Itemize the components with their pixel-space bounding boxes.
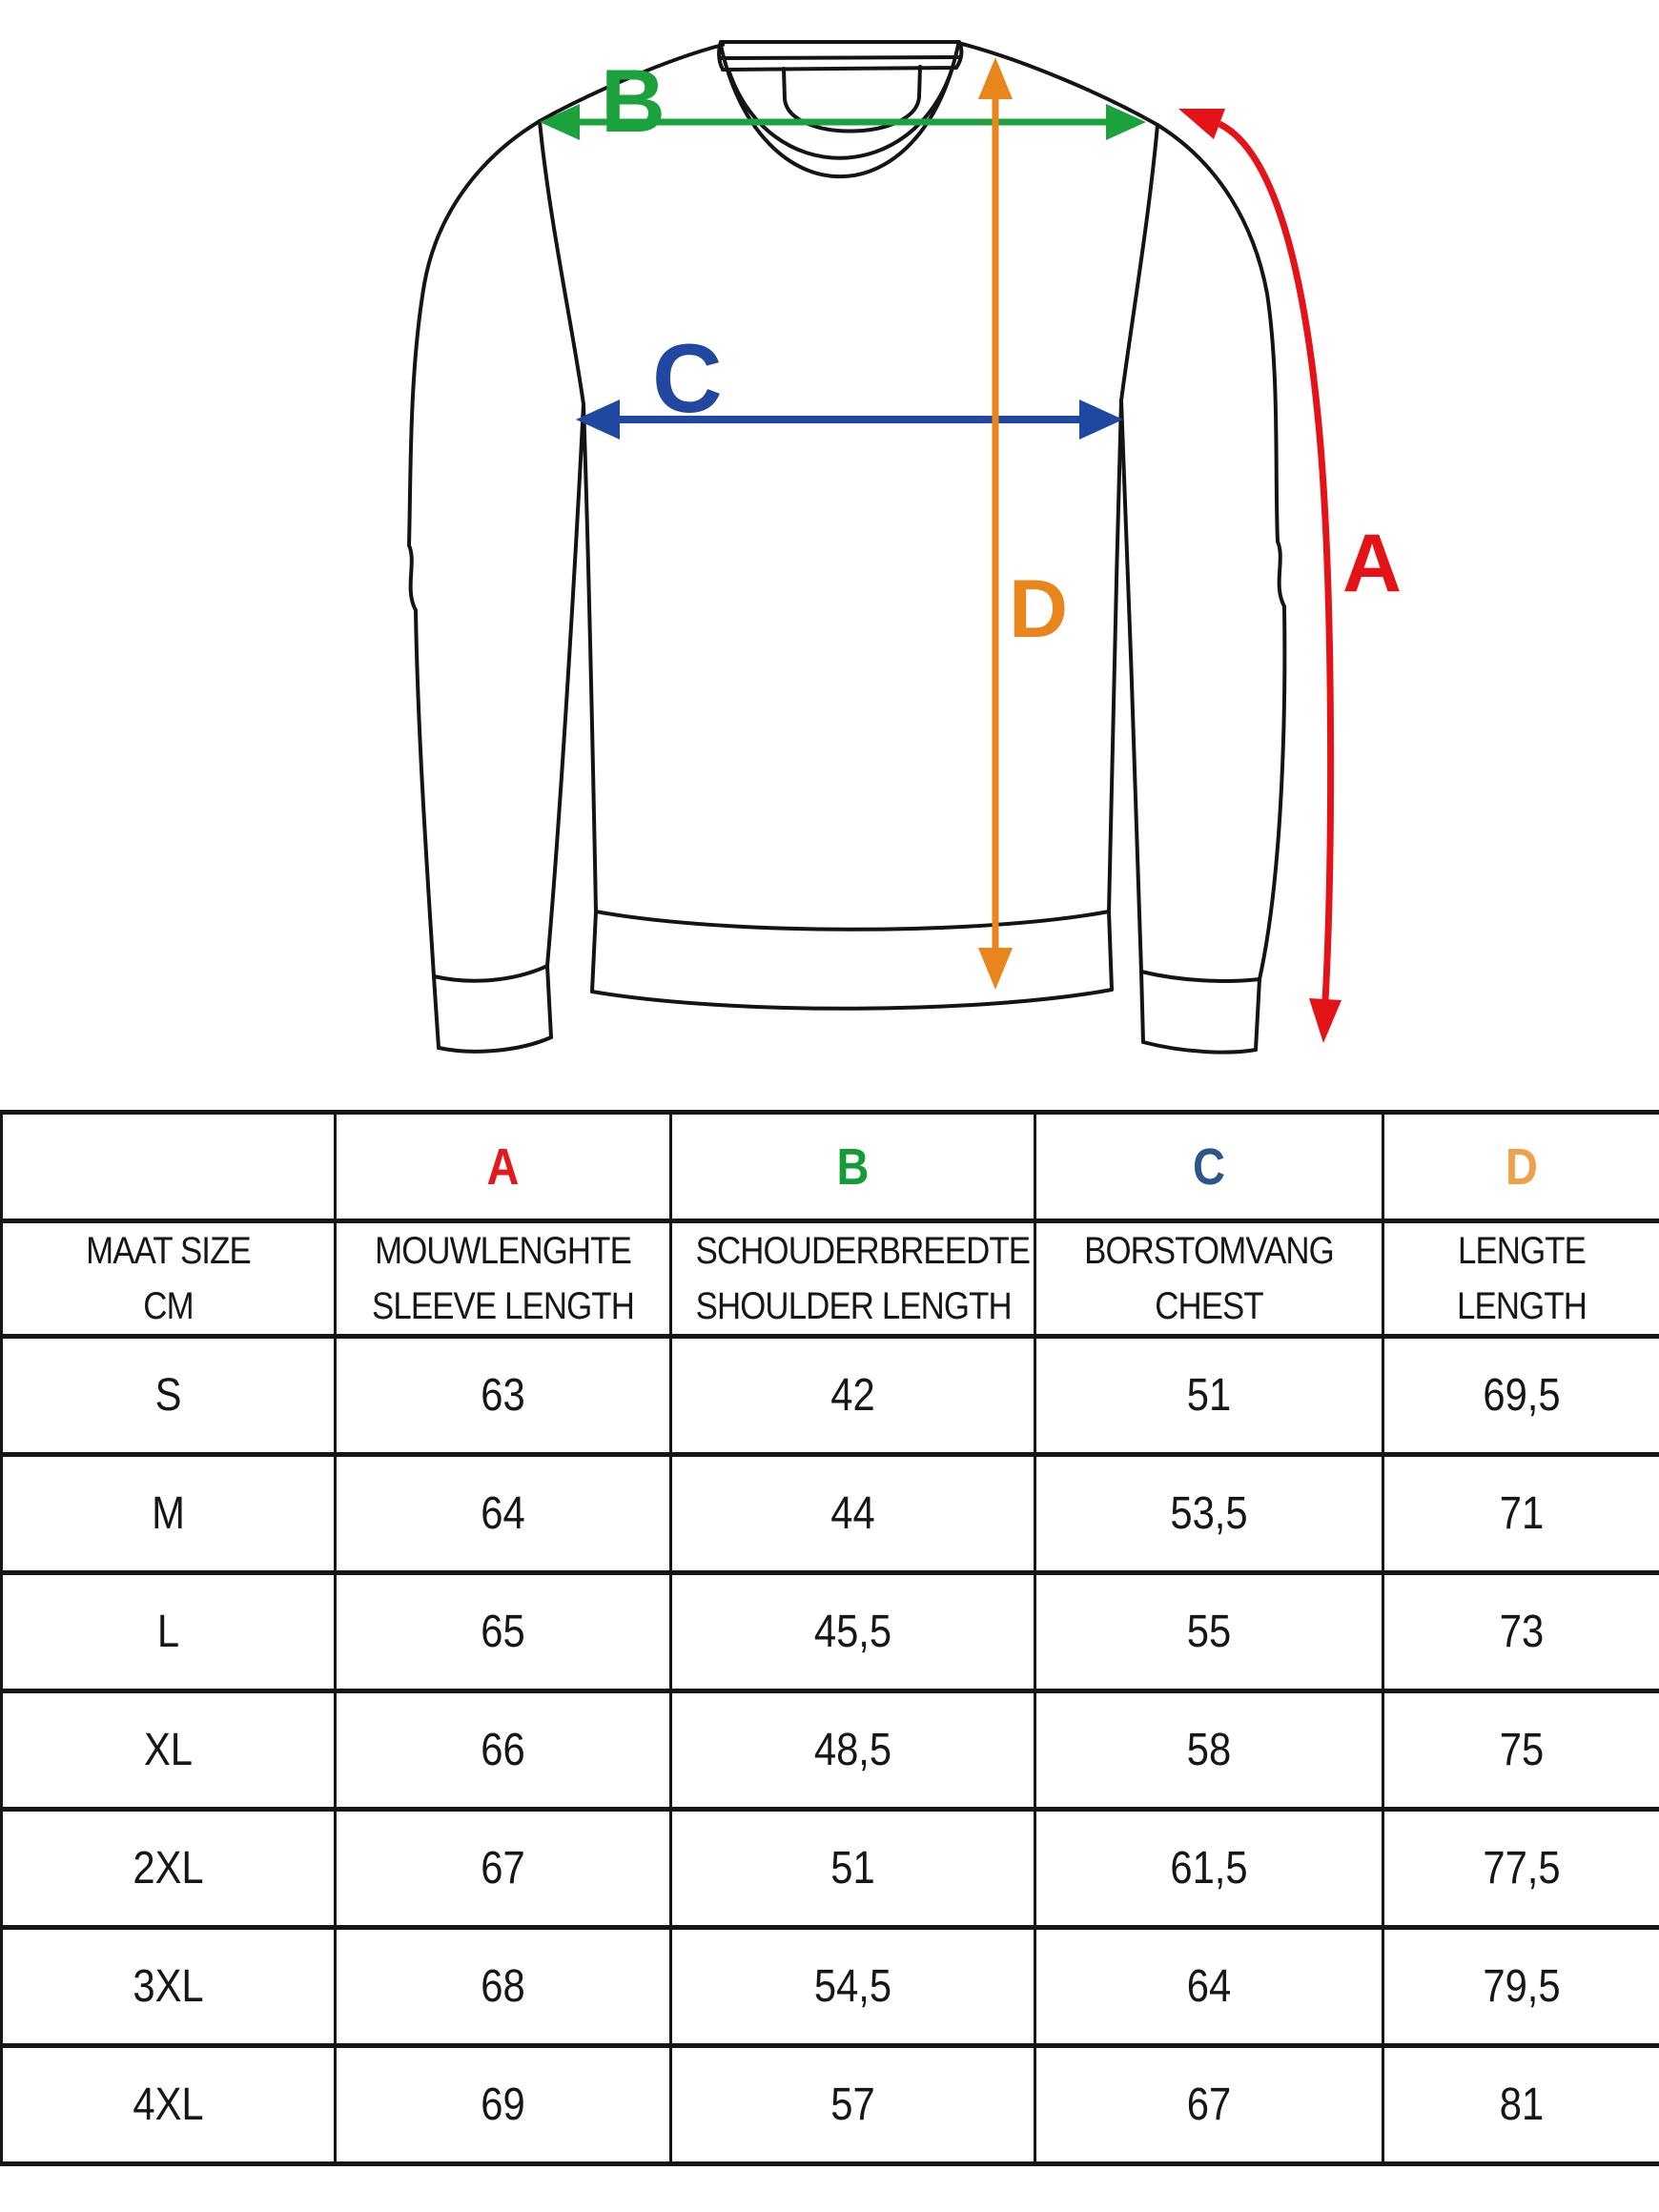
table-row-2xl bbox=[2, 1810, 1659, 1928]
left-armhole-seam bbox=[540, 121, 584, 404]
header-sleeve bbox=[336, 1221, 671, 1337]
header-shoulder bbox=[671, 1221, 1035, 1337]
value-c: 53,5 bbox=[1170, 1488, 1248, 1539]
label-d: D bbox=[1009, 563, 1069, 655]
size-label: 2XL bbox=[133, 1843, 204, 1894]
value-b: 44 bbox=[830, 1488, 875, 1539]
table-letter-c: C bbox=[1193, 1137, 1225, 1196]
sweater-outline bbox=[409, 42, 1284, 1053]
value-d: 79,5 bbox=[1483, 1961, 1561, 2012]
letter-cell-c bbox=[1035, 1113, 1383, 1221]
size-label: 3XL bbox=[133, 1961, 204, 2012]
left-sleeve-outer bbox=[409, 121, 540, 976]
table-letter-a: A bbox=[486, 1137, 520, 1196]
size-label: S bbox=[154, 1370, 182, 1421]
header-size-line2: CM bbox=[143, 1285, 194, 1327]
value-d: 71 bbox=[1499, 1488, 1545, 1539]
size-label: XL bbox=[143, 1725, 194, 1775]
left-cuff bbox=[434, 966, 551, 1052]
arrow-d-bottom-head bbox=[978, 948, 1013, 990]
value-d: 73 bbox=[1499, 1607, 1545, 1657]
value-d: 75 bbox=[1499, 1725, 1545, 1775]
value-c: 61,5 bbox=[1170, 1843, 1248, 1894]
table-letter-row bbox=[2, 1113, 1659, 1221]
value-b: 54,5 bbox=[813, 1961, 892, 2012]
label-b: B bbox=[601, 51, 666, 151]
value-a: 68 bbox=[481, 1961, 525, 2012]
label-a: A bbox=[1342, 518, 1403, 609]
header-size-line1: MAAT SIZE bbox=[86, 1230, 251, 1272]
size-label: L bbox=[156, 1607, 180, 1657]
value-b: 45,5 bbox=[813, 1607, 892, 1657]
right-armhole-seam bbox=[1121, 125, 1157, 400]
arrow-d-top-head bbox=[978, 57, 1013, 99]
value-b: 48,5 bbox=[813, 1725, 892, 1775]
header-size bbox=[2, 1221, 336, 1337]
right-cuff bbox=[1141, 972, 1260, 1053]
header-shoulder-line2: SHOULDER LENGTH bbox=[695, 1285, 1012, 1327]
table-row-l bbox=[2, 1573, 1659, 1691]
hem-band bbox=[592, 911, 1112, 1009]
table-header-row bbox=[2, 1221, 1659, 1337]
header-length-line1: LENGTE bbox=[1457, 1230, 1587, 1272]
table-row-m bbox=[2, 1455, 1659, 1573]
value-d: 81 bbox=[1499, 2079, 1545, 2130]
letter-cell-a bbox=[336, 1113, 671, 1221]
size-table bbox=[0, 1110, 1659, 2166]
arrow-d-length bbox=[978, 57, 1013, 990]
value-c: 58 bbox=[1186, 1725, 1232, 1775]
arrow-a-sleeve bbox=[1178, 109, 1342, 1043]
header-shoulder-line1: SCHOUDERBREEDTE bbox=[695, 1230, 1031, 1272]
letter-cell-b bbox=[671, 1113, 1035, 1221]
value-c: 55 bbox=[1186, 1607, 1232, 1657]
value-b: 42 bbox=[830, 1370, 875, 1421]
value-d: 69,5 bbox=[1483, 1370, 1561, 1421]
value-c: 67 bbox=[1186, 2079, 1232, 2130]
value-a: 64 bbox=[481, 1488, 525, 1539]
arrow-c-right-head bbox=[1079, 399, 1123, 440]
header-chest-line2: CHEST bbox=[1155, 1285, 1263, 1327]
collar-band bbox=[719, 42, 961, 70]
left-sleeve-inner bbox=[547, 404, 584, 966]
header-sleeve-line1: MOUWLENGHTE bbox=[375, 1230, 631, 1272]
table-letter-b: B bbox=[836, 1137, 870, 1196]
value-b: 57 bbox=[830, 2079, 875, 2130]
header-chest-line1: BORSTOMVANG bbox=[1084, 1230, 1334, 1272]
right-sleeve-inner bbox=[1121, 400, 1141, 972]
value-a: 67 bbox=[481, 1843, 525, 1894]
value-a: 65 bbox=[481, 1607, 525, 1657]
table-letter-d: D bbox=[1505, 1137, 1538, 1196]
arrow-a-bottom-head bbox=[1309, 998, 1342, 1043]
size-label: 4XL bbox=[133, 2079, 204, 2130]
letter-cell-d bbox=[1383, 1113, 1659, 1221]
table-row-xl bbox=[2, 1691, 1659, 1810]
value-b: 51 bbox=[830, 1843, 875, 1894]
table-row-s bbox=[2, 1337, 1659, 1455]
hem-top-line bbox=[596, 911, 1109, 930]
arrow-a-top-head bbox=[1178, 109, 1225, 139]
body-left-edge bbox=[584, 404, 596, 911]
value-c: 64 bbox=[1186, 1961, 1232, 2012]
header-sleeve-line2: SLEEVE LENGTH bbox=[372, 1285, 634, 1327]
right-sleeve-outer bbox=[1157, 125, 1284, 979]
header-length-line2: LENGTH bbox=[1457, 1285, 1587, 1327]
header-chest bbox=[1035, 1221, 1383, 1337]
body-right-edge bbox=[1109, 400, 1121, 911]
table-row-4xl bbox=[2, 2046, 1659, 2164]
table-row-3xl bbox=[2, 1928, 1659, 2046]
value-c: 51 bbox=[1186, 1370, 1232, 1421]
value-a: 69 bbox=[481, 2079, 525, 2130]
label-c: C bbox=[652, 324, 723, 433]
header-length bbox=[1383, 1221, 1659, 1337]
size-label: M bbox=[152, 1488, 185, 1539]
value-d: 77,5 bbox=[1483, 1843, 1561, 1894]
value-a: 63 bbox=[481, 1370, 525, 1421]
value-a: 66 bbox=[481, 1725, 525, 1775]
corner-cell bbox=[2, 1113, 336, 1221]
